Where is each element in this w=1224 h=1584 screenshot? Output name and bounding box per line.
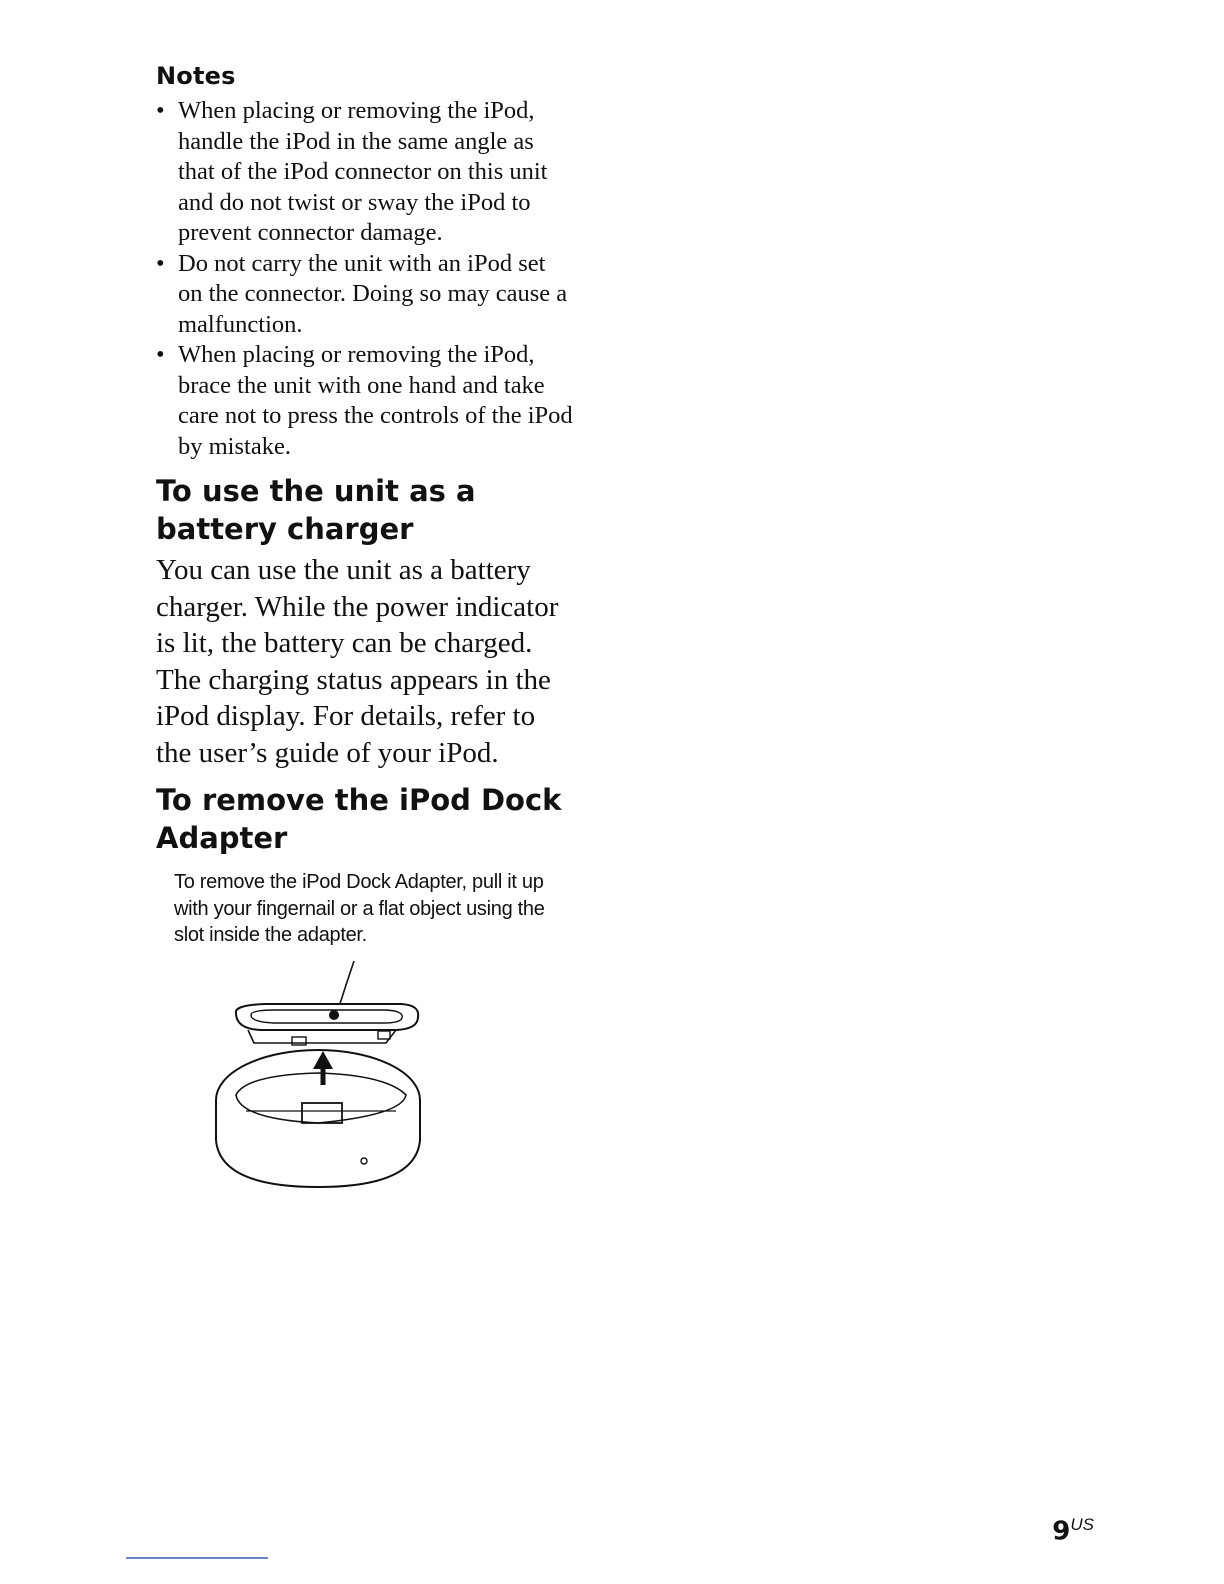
page-number bbox=[1052, 1515, 1094, 1547]
pointer-line bbox=[338, 961, 354, 1010]
note-text: When placing or removing the iPod, brace the unit with one hand and take care not to press the controls of the iPod by mistake. bbox=[178, 341, 573, 460]
main-column bbox=[156, 62, 576, 949]
note-text: Do not carry the unit with an iPod set on the connector. Doing so may cause a malfunction. bbox=[178, 249, 568, 338]
remove-adapter-caption: To remove the iPod Dock Adapter, pull it up with your fingernail or a flat object using the slot inside the adapter. bbox=[174, 871, 545, 946]
list-item bbox=[156, 340, 576, 462]
battery-charger-body: You can use the unit as a battery charger. While the power indicator is lit, the battery can be charged. The charging status appears in the iPod display. For details, refer to the user’s guide of your iPod. bbox=[156, 554, 559, 769]
bullet-icon: • bbox=[156, 97, 165, 124]
notes-list bbox=[156, 96, 576, 462]
adapter-tab-left bbox=[292, 1037, 306, 1045]
bullet-icon: • bbox=[156, 341, 165, 368]
notes-title: Notes bbox=[156, 62, 236, 90]
adapter-tab-right bbox=[378, 1031, 390, 1039]
dock-adapter-illustration bbox=[206, 955, 436, 1195]
list-item bbox=[156, 249, 576, 341]
note-text: When placing or removing the iPod, handle the iPod in the same angle as that of the iPod connector on this unit and do not twist or sway the iPod to prevent connector damage. bbox=[178, 97, 548, 246]
page-number-value: 9 bbox=[1052, 1516, 1071, 1547]
adapter-bottom bbox=[248, 1030, 396, 1043]
battery-charger-heading: To use the unit as a battery charger bbox=[156, 474, 476, 546]
list-item bbox=[156, 96, 576, 249]
footer-rule bbox=[126, 1557, 268, 1559]
dock-illustration-svg bbox=[206, 955, 436, 1195]
base-side bbox=[216, 1100, 420, 1187]
bullet-icon: • bbox=[156, 249, 165, 277]
remove-adapter-heading: To remove the iPod Dock Adapter bbox=[156, 783, 562, 855]
slot-dot bbox=[330, 1011, 338, 1019]
page-number-suffix: US bbox=[1070, 1515, 1094, 1534]
adapter-plate bbox=[236, 1004, 418, 1030]
